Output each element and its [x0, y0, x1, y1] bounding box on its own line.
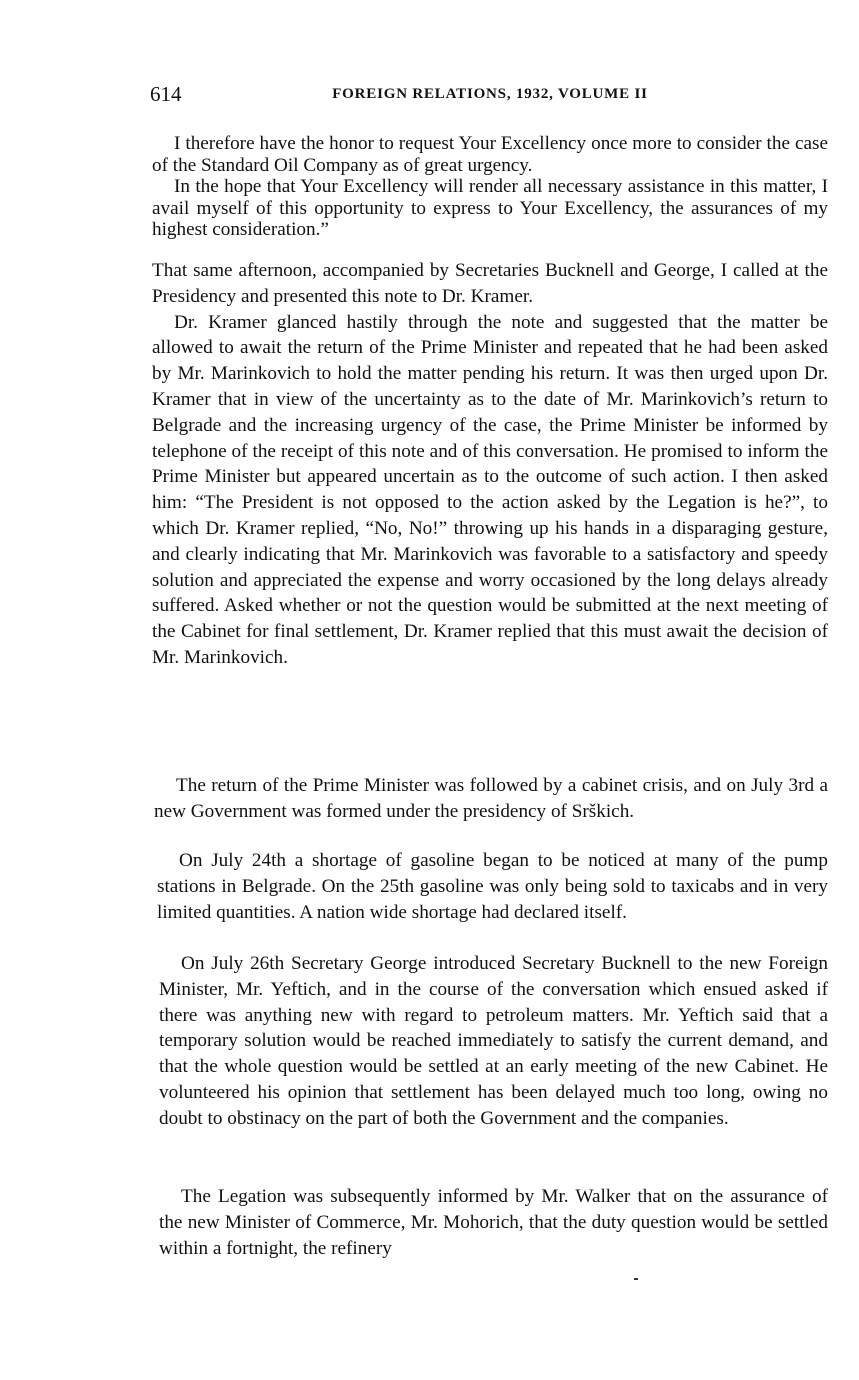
- body-paragraph: On July 24th a shortage of gasoline began to be noticed at many of the pump stations in Belgrade. On the 25th gasoline was only being sold to taxicabs and in very limited quantities. A nation wide shortage had declared itself.: [157, 850, 828, 923]
- body-paragraph: The Legation was subsequently informed by Mr. Walker that on the assurance of the new Minister of Commerce, Mr. Mohorich, that the duty question would be settled within a fortnight, the refinery: [159, 1186, 828, 1259]
- body-section: [154, 773, 828, 825]
- body-paragraph: That same afternoon, accompanied by Secretaries Bucknell and George, I called at the Presidency and presented this note to Dr. Kramer.: [152, 260, 828, 307]
- body-section: [152, 258, 828, 671]
- quote-paragraph: I therefore have the honor to request Your Excellency once more to consider the case of the Standard Oil Company as of great urgency.: [152, 133, 828, 176]
- body-paragraph: On July 26th Secretary George introduced Secretary Bucknell to the new Foreign Minister, Mr. Yeftich, and in the course of the conversation which ensued asked if there was anything new with regard to petroleum matters. Mr. Yeftich said that a temporary solution would be reached immediately to satisfy the current demand, and that the whole question would be settled at an early meeting of the new Cabinet. He volunteered his opinion that settlement has been delayed much too long, owing no doubt to obstinacy on the part of both the Government and the companies.: [159, 953, 828, 1129]
- body-section: [159, 951, 828, 1132]
- body-section: [159, 1184, 828, 1261]
- page-number: 614: [150, 82, 182, 106]
- page-header: [150, 82, 830, 108]
- print-speck: [634, 1278, 638, 1280]
- body-section: [157, 848, 828, 925]
- body-paragraph: Dr. Kramer glanced hastily through the note and suggested that the matter be allowed to await the return of the Prime Minister and repeated that he had been asked by Mr. Marinkovich to hold the matter pending his return. It was then urged upon Dr. Kramer that in view of the uncertainty as to the date of Mr. Marinkovich’s return to Belgrade and the increasing urgency of the case, the Prime Minister be informed by telephone of the receipt of this note and of this conversation. He promised to inform the Prime Minister but appeared uncertain as to the outcome of such action. I then asked him: “The President is not opposed to the action asked by the Legation is he?”, to which Dr. Kramer replied, “No, No!” throwing up his hands in a disparaging gesture, and clearly indicating that Mr. Marinkovich was favorable to a satisfactory and speedy solution and appreciated the expense and worry occasioned by the long delays already suffered. Asked whether or not the question would be submitted at the next meeting of the Cabinet for final settlement, Dr. Kramer replied that this must await the decision of Mr. Marinkovich.: [152, 311, 828, 668]
- running-head: FOREIGN RELATIONS, 1932, VOLUME II: [332, 86, 648, 102]
- quote-paragraph: In the hope that Your Excellency will render all necessary assistance in this matter, I avail myself of this opportunity to express to Your Excellency, the assurances of my highest consideration.”: [152, 176, 828, 241]
- body-paragraph: The return of the Prime Minister was followed by a cabinet crisis, and on July 3rd a new Government was formed under the presidency of Srškich.: [154, 775, 828, 822]
- quoted-note: [152, 133, 828, 241]
